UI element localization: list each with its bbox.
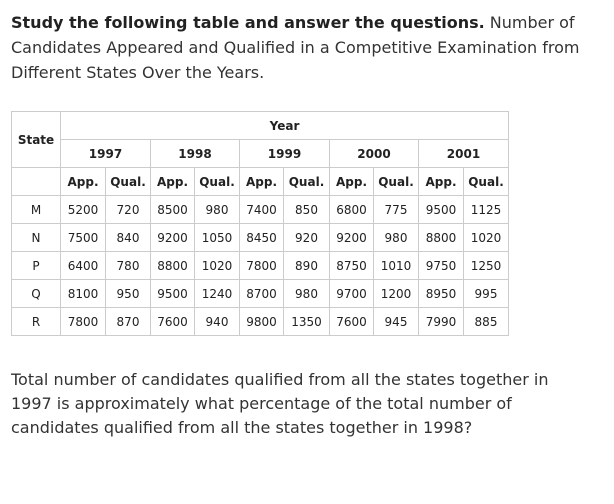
year-cell: 2001 <box>419 140 509 168</box>
value-cell: 950 <box>106 280 151 308</box>
value-cell: 1050 <box>195 224 240 252</box>
intro-description: Number of Candidates Appeared and Qualified in a Competitive Examination from Different States Over the Years. <box>11 13 580 82</box>
value-cell: 6800 <box>330 196 374 224</box>
sub-header: Qual. <box>374 168 419 196</box>
table-row <box>12 252 509 280</box>
value-cell: 5200 <box>61 196 106 224</box>
state-cell: R <box>12 308 61 336</box>
year-cell: 1997 <box>61 140 151 168</box>
value-cell: 9200 <box>151 224 195 252</box>
sub-header: Qual. <box>464 168 509 196</box>
year-header-row <box>12 112 509 140</box>
value-cell: 9700 <box>330 280 374 308</box>
question-text: Total number of candidates qualified from all the states together in 1997 is approximately what percentage of the total number of candidates qualified from all the states together in 1998? <box>11 370 549 437</box>
sub-header: App. <box>240 168 284 196</box>
sub-header: Qual. <box>106 168 151 196</box>
state-header: State <box>12 112 61 168</box>
state-cell: N <box>12 224 61 252</box>
sub-header: App. <box>419 168 464 196</box>
value-cell: 8500 <box>151 196 195 224</box>
year-header: Year <box>61 112 509 140</box>
value-cell: 940 <box>195 308 240 336</box>
value-cell: 775 <box>374 196 419 224</box>
value-cell: 885 <box>464 308 509 336</box>
year-cell: 1999 <box>240 140 330 168</box>
table-row <box>12 196 509 224</box>
value-cell: 7500 <box>61 224 106 252</box>
value-cell: 1250 <box>464 252 509 280</box>
sub-header: Qual. <box>195 168 240 196</box>
value-cell: 8800 <box>151 252 195 280</box>
value-cell: 7600 <box>151 308 195 336</box>
sub-header: App. <box>151 168 195 196</box>
sub-header: Qual. <box>284 168 330 196</box>
value-cell: 780 <box>106 252 151 280</box>
value-cell: 870 <box>106 308 151 336</box>
value-cell: 920 <box>284 224 330 252</box>
sub-header: App. <box>61 168 106 196</box>
year-cell: 2000 <box>330 140 419 168</box>
value-cell: 7990 <box>419 308 464 336</box>
value-cell: 1240 <box>195 280 240 308</box>
empty-cell <box>12 168 61 196</box>
intro-lead: Study the following table and answer the questions. <box>11 13 485 32</box>
value-cell: 995 <box>464 280 509 308</box>
value-cell: 7800 <box>240 252 284 280</box>
value-cell: 850 <box>284 196 330 224</box>
year-cell: 1998 <box>151 140 240 168</box>
subheader-row <box>12 168 509 196</box>
state-cell: Q <box>12 280 61 308</box>
value-cell: 6400 <box>61 252 106 280</box>
value-cell: 1200 <box>374 280 419 308</box>
value-cell: 1010 <box>374 252 419 280</box>
sub-header: App. <box>330 168 374 196</box>
table-row <box>12 308 509 336</box>
value-cell: 8450 <box>240 224 284 252</box>
value-cell: 980 <box>195 196 240 224</box>
table-row <box>12 224 509 252</box>
value-cell: 945 <box>374 308 419 336</box>
value-cell: 890 <box>284 252 330 280</box>
value-cell: 980 <box>284 280 330 308</box>
value-cell: 980 <box>374 224 419 252</box>
value-cell: 8950 <box>419 280 464 308</box>
value-cell: 7600 <box>330 308 374 336</box>
state-cell: P <box>12 252 61 280</box>
value-cell: 1020 <box>195 252 240 280</box>
value-cell: 9500 <box>151 280 195 308</box>
value-cell: 7400 <box>240 196 284 224</box>
table-row <box>12 280 509 308</box>
value-cell: 1350 <box>284 308 330 336</box>
value-cell: 8750 <box>330 252 374 280</box>
data-table <box>11 111 509 336</box>
intro-text <box>11 10 606 85</box>
state-cell: M <box>12 196 61 224</box>
value-cell: 1020 <box>464 224 509 252</box>
value-cell: 9800 <box>240 308 284 336</box>
value-cell: 9200 <box>330 224 374 252</box>
value-cell: 840 <box>106 224 151 252</box>
value-cell: 720 <box>106 196 151 224</box>
value-cell: 8100 <box>61 280 106 308</box>
value-cell: 9750 <box>419 252 464 280</box>
value-cell: 8700 <box>240 280 284 308</box>
value-cell: 9500 <box>419 196 464 224</box>
value-cell: 8800 <box>419 224 464 252</box>
years-row <box>12 140 509 168</box>
value-cell: 1125 <box>464 196 509 224</box>
value-cell: 7800 <box>61 308 106 336</box>
